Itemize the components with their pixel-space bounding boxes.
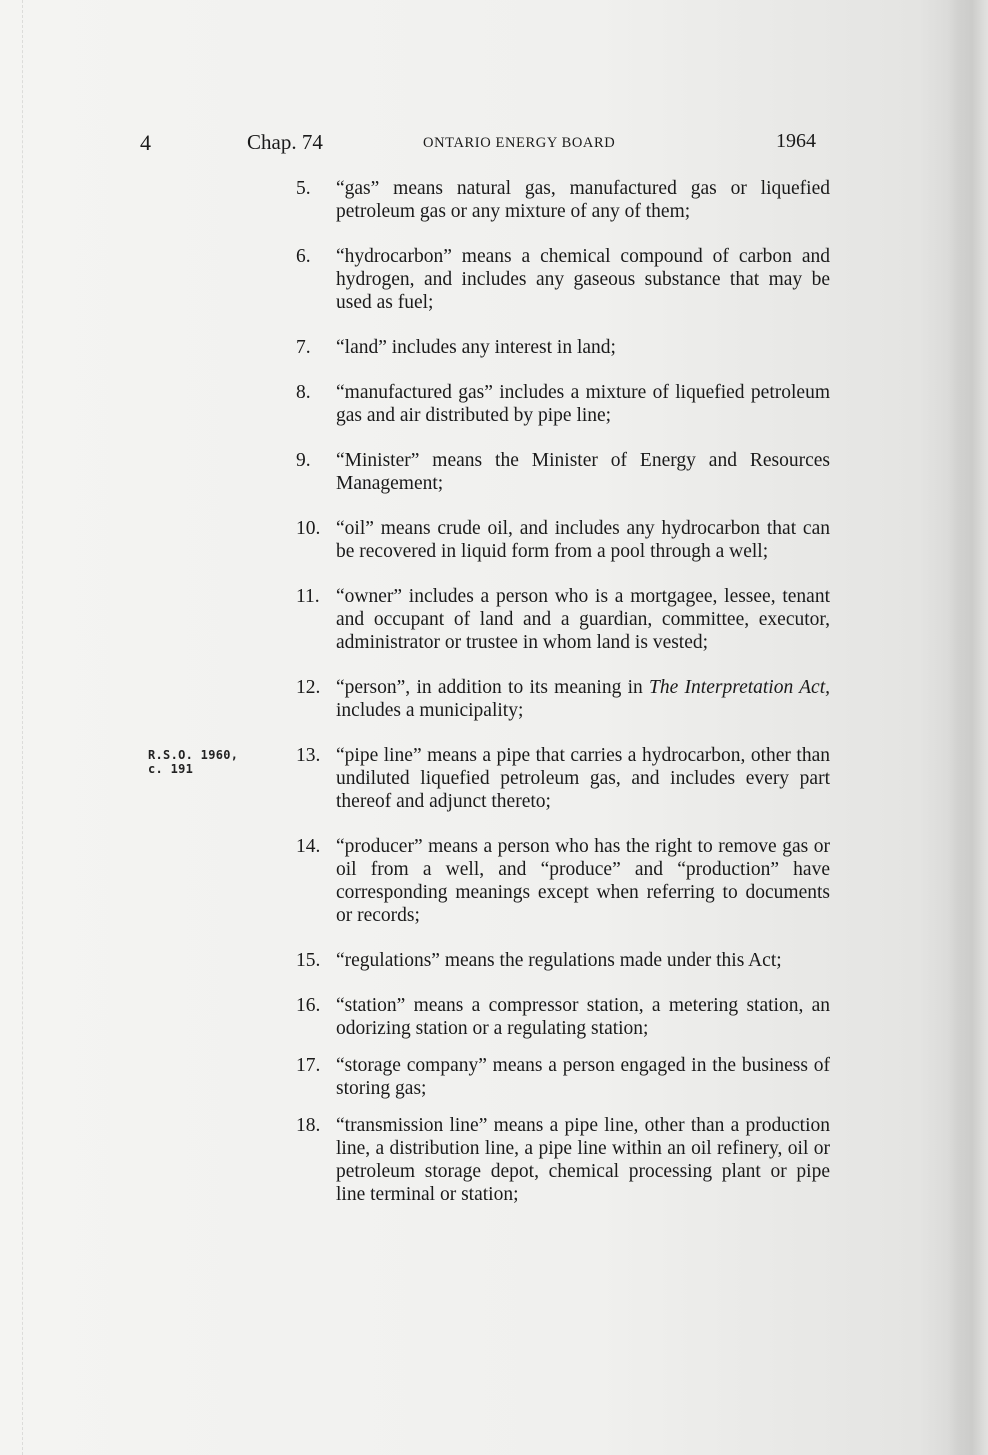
- definition-item: [296, 177, 830, 223]
- definition-text: “manufactured gas” includes a mixture of liquefied petroleum gas and air distributed by pipe line;: [336, 382, 830, 426]
- margin-citation: [148, 748, 238, 776]
- definition-text: “gas” means natural gas, manufactured gas or liquefied petroleum gas or any mixture of any of them;: [336, 178, 830, 222]
- definition-item: [296, 835, 830, 927]
- definition-text: “storage company” means a person engaged in the business of storing gas;: [336, 1055, 830, 1099]
- page-number: 4: [140, 130, 151, 155]
- definition-number: 7.: [296, 337, 311, 358]
- year-label: 1964: [776, 130, 816, 152]
- margin-citation-line: R.S.O. 1960,: [148, 748, 239, 762]
- definition-number: 8.: [296, 382, 311, 403]
- definition-text: “hydrocarbon” means a chemical compound of carbon and hydrogen, and includes any gaseous substance that may be used as fuel;: [336, 246, 830, 313]
- definition-item: [296, 517, 830, 563]
- definition-item: [296, 585, 830, 654]
- definition-text: “producer” means a person who has the right to remove gas or oil from a well, and “produce” and “production” have corresponding meanings except when referring to documents or records;: [336, 836, 830, 926]
- definition-text: “transmission line” means a pipe line, other than a production line, a distribution line, a pipe line within an oil refinery, oil or petroleum storage depot, chemical processing plant or pipe line terminal or station;: [336, 1115, 830, 1205]
- definition-text: “oil” means crude oil, and includes any hydrocarbon that can be recovered in liquid form from a pool through a well;: [336, 518, 830, 562]
- definition-item: [296, 1054, 830, 1100]
- running-title: ONTARIO ENERGY BOARD: [423, 135, 616, 151]
- definition-item: [296, 994, 830, 1040]
- definition-number: 11.: [296, 586, 320, 607]
- margin-citation-line: c. 191: [148, 762, 194, 776]
- definition-item: [296, 245, 830, 314]
- definition-text: “regulations” means the regulations made under this Act;: [336, 950, 782, 971]
- definition-number: 13.: [296, 745, 321, 766]
- definition-item: [296, 336, 830, 359]
- definition-item: [296, 676, 830, 722]
- definitions-list: [296, 177, 830, 1206]
- definition-item: [296, 949, 830, 972]
- definition-number: 14.: [296, 836, 321, 857]
- definition-item: [296, 449, 830, 495]
- definition-item: [296, 744, 830, 813]
- definition-text: “owner” includes a person who is a mortgagee, lessee, tenant and occupant of land and a guardian, committee, executor, administrator or trustee in whom land is vested;: [336, 586, 830, 653]
- page-edge-shadow: [948, 0, 988, 1455]
- definition-number: 17.: [296, 1055, 321, 1076]
- definition-number: 10.: [296, 518, 321, 539]
- definition-number: 12.: [296, 677, 321, 698]
- definition-number: 5.: [296, 178, 311, 199]
- definition-number: 9.: [296, 450, 311, 471]
- definition-text: “Minister” means the Minister of Energy and Resources Management;: [336, 450, 830, 494]
- definition-text: [336, 676, 830, 722]
- definition-text-part: includes a municipality;: [336, 700, 524, 721]
- statute-title: The Interpretation Act,: [649, 677, 831, 698]
- gutter-line: [22, 0, 24, 1455]
- definition-text: “pipe line” means a pipe that carries a hydrocarbon, other than undiluted liquefied petroleum gas, and includes every part thereof and adjunct thereto;: [336, 745, 830, 812]
- chapter-label: Chap. 74: [247, 130, 323, 154]
- definition-number: 15.: [296, 950, 321, 971]
- definition-text-part: “person”, in addition to its meaning in: [336, 677, 650, 698]
- definition-text: “land” includes any interest in land;: [336, 337, 616, 358]
- definition-number: 18.: [296, 1115, 321, 1136]
- definition-item: [296, 1114, 830, 1206]
- running-head: [0, 130, 988, 160]
- definition-number: 16.: [296, 995, 321, 1016]
- definition-item: [296, 381, 830, 427]
- definition-number: 6.: [296, 246, 311, 267]
- definition-text: “station” means a compressor station, a metering station, an odorizing station or a regulating station;: [336, 995, 830, 1039]
